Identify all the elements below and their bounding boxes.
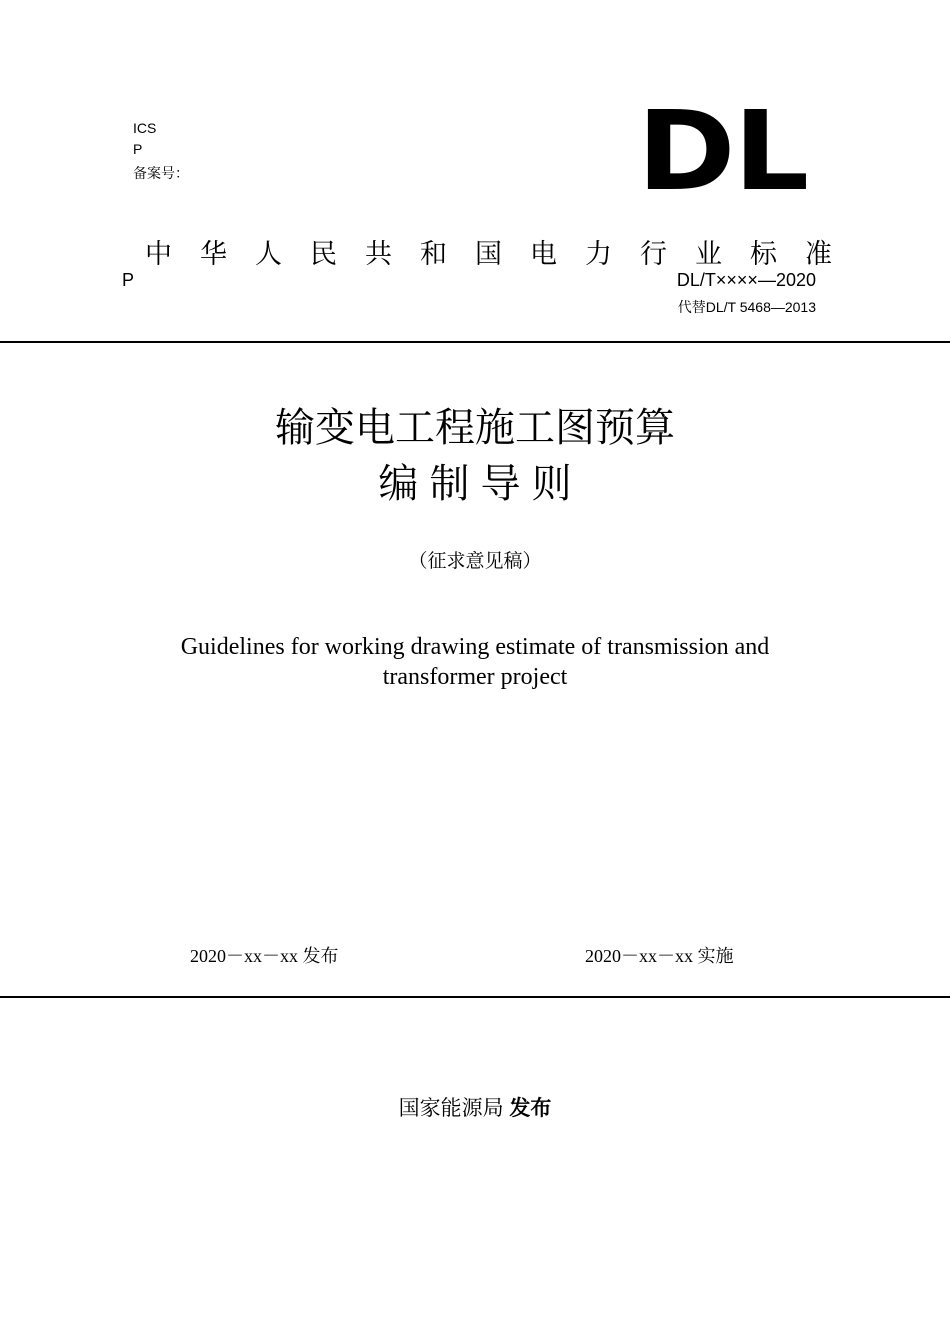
draft-label: （征求意见稿） bbox=[408, 551, 542, 572]
issuer-name: 国家能源局 bbox=[398, 1097, 504, 1120]
publish-date: 2020－xx－xx 发布 bbox=[190, 946, 339, 966]
title-line-1: 输变电工程施工图预算 bbox=[275, 406, 675, 450]
english-title-line-1: Guidelines for working drawing estimate of transmission and bbox=[180, 634, 770, 660]
top-divider bbox=[0, 341, 950, 343]
standard-type: 中华人民共和国电力行业标准 bbox=[145, 239, 860, 269]
implement-date: 2020－xx－xx 实施 bbox=[585, 946, 734, 966]
title-line-2: 编 制 导 则 bbox=[378, 462, 572, 506]
bottom-divider bbox=[0, 996, 950, 998]
p-label: P bbox=[133, 141, 143, 157]
dl-logo: DL bbox=[637, 87, 807, 215]
issuer-action: 发布 bbox=[509, 1097, 552, 1120]
ics-label: ICS bbox=[133, 120, 157, 136]
record-number-label: 备案号： bbox=[133, 165, 189, 181]
class-code: P bbox=[122, 270, 135, 290]
english-title-line-2: transformer project bbox=[382, 664, 568, 690]
issuer bbox=[0, 1092, 950, 1122]
standard-number: DL/T××××—2020 bbox=[676, 270, 816, 290]
replaces-standard: 代替DL/T 5468—2013 bbox=[677, 299, 816, 315]
